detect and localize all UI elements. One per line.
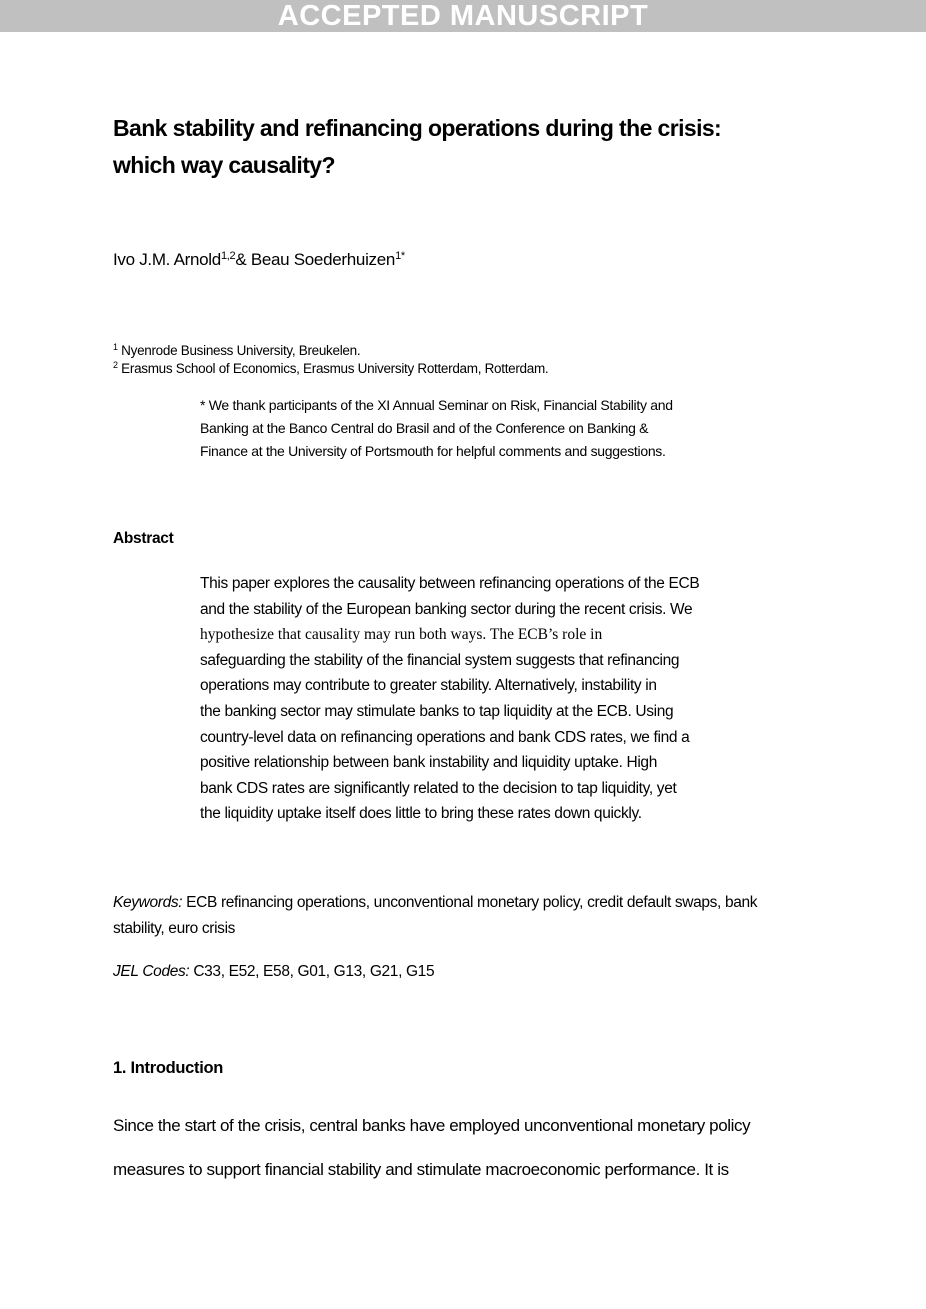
introduction-heading: 1. Introduction bbox=[113, 1059, 224, 1077]
accepted-manuscript-banner bbox=[0, 0, 926, 32]
introduction-line: Since the start of the crisis, central banks have employed unconventional monetary policy bbox=[113, 1116, 751, 1135]
paper-title bbox=[113, 110, 793, 184]
introduction-line: measures to support financial stability and stimulate macroeconomic performance. It is bbox=[113, 1160, 729, 1179]
affiliation-text: Nyenrode Business University, Breukelen. bbox=[117, 343, 361, 358]
acknowledgement-line: Banking at the Banco Central do Brasil and of the Conference on Banking & bbox=[200, 420, 649, 436]
author-affiliation-marker: 1* bbox=[395, 250, 405, 262]
abstract-line: operations may contribute to greater stability. Alternatively, instability in bbox=[200, 677, 657, 695]
abstract-line: bank CDS rates are significantly related to the decision to tap liquidity, yet bbox=[200, 779, 677, 797]
jel-codes-text: C33, E52, E58, G01, G13, G21, G15 bbox=[189, 963, 435, 980]
banner-text: ACCEPTED MANUSCRIPT bbox=[277, 0, 649, 32]
affiliation-text: Erasmus School of Economics, Erasmus University Rotterdam, Rotterdam. bbox=[117, 361, 549, 376]
author-affiliation-marker: 1,2 bbox=[220, 250, 236, 262]
affiliation-number: 2 bbox=[113, 360, 118, 370]
introduction-body bbox=[113, 1104, 813, 1192]
keywords-line bbox=[113, 890, 813, 916]
abstract-line: This paper explores the causality between refinancing operations of the ECB bbox=[200, 575, 700, 592]
abstract-line: the banking sector may stimulate banks to tap liquidity at the ECB. Using bbox=[200, 702, 674, 720]
keywords-text: ECB refinancing operations, unconventional monetary policy, credit default swaps, bank bbox=[182, 894, 758, 911]
abstract-line: the liquidity uptake itself does little to bring these rates down quickly. bbox=[200, 805, 642, 823]
abstract-line: country-level data on refinancing operations and bank CDS rates, we find a bbox=[200, 728, 690, 746]
affiliation-number: 1 bbox=[113, 342, 118, 352]
keywords bbox=[113, 890, 813, 941]
author-name: Beau Soederhuizen bbox=[250, 250, 396, 269]
abstract-body bbox=[200, 571, 760, 827]
author-name: Ivo J.M. Arnold bbox=[113, 250, 221, 269]
author-line bbox=[113, 248, 405, 272]
acknowledgement-line: Finance at the University of Portsmouth for helpful comments and suggestions. bbox=[200, 443, 666, 459]
title-line: which way causality? bbox=[113, 152, 335, 178]
jel-label: JEL Codes: bbox=[113, 963, 190, 980]
abstract-line: and the stability of the European banking sector during the recent crisis. We bbox=[200, 600, 693, 618]
abstract-heading: Abstract bbox=[113, 530, 174, 547]
acknowledgement-line: * We thank participants of the XI Annual Seminar on Risk, Financial Stability and bbox=[200, 397, 673, 413]
abstract-line: hypothesize that causality may run both ways. The ECB’s role in bbox=[200, 626, 603, 644]
author-separator: & bbox=[235, 250, 251, 269]
abstract-line: safeguarding the stability of the financial system suggests that refinancing bbox=[200, 651, 680, 669]
acknowledgement-footnote bbox=[200, 394, 760, 463]
abstract-line: positive relationship between bank instability and liquidity uptake. High bbox=[200, 754, 657, 772]
affiliation bbox=[113, 342, 360, 360]
affiliation bbox=[113, 360, 548, 378]
keywords-label: Keywords: bbox=[113, 894, 183, 911]
keywords-line: stability, euro crisis bbox=[113, 919, 236, 937]
jel-codes bbox=[113, 960, 434, 984]
title-line: Bank stability and refinancing operations during the crisis: bbox=[113, 115, 722, 141]
